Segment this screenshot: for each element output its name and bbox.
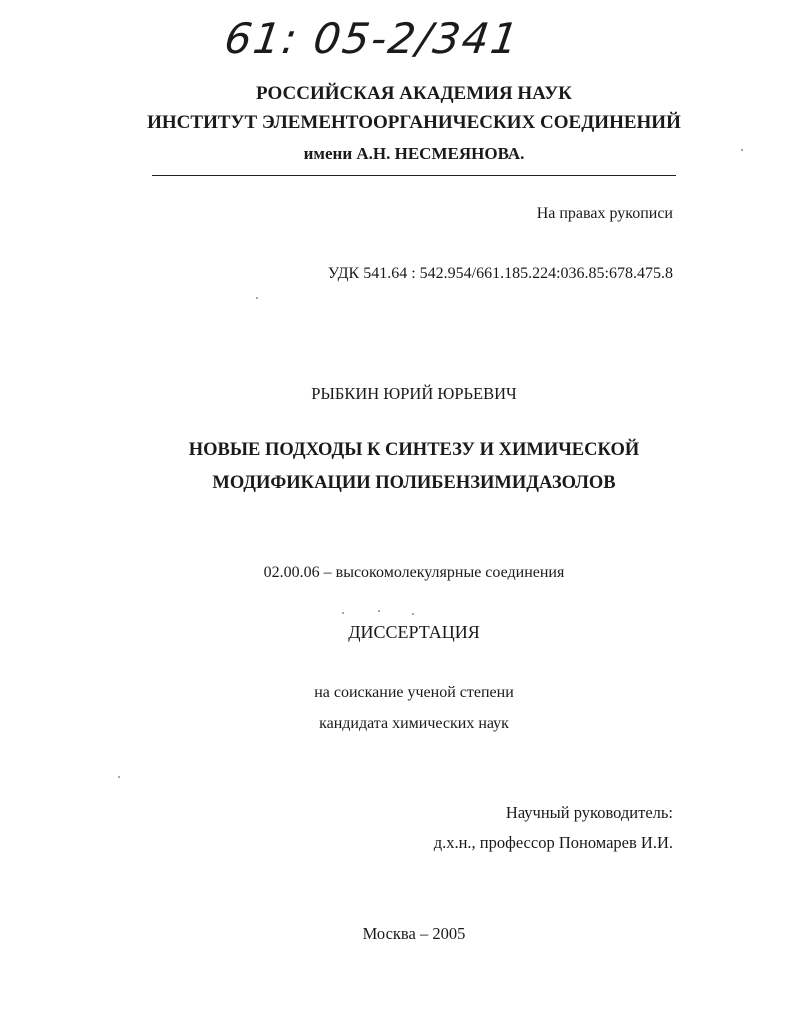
institute-name: ИНСТИТУТ ЭЛЕМЕНТООРГАНИЧЕСКИХ СОЕДИНЕНИЙ bbox=[147, 112, 681, 133]
academy-name: РОССИЙСКАЯ АКАДЕМИЯ НАУК bbox=[256, 83, 572, 104]
document-type: ДИССЕРТАЦИЯ bbox=[348, 622, 480, 642]
dissertation-title-line-1: НОВЫЕ ПОДХОДЫ К СИНТЕЗУ И ХИМИЧЕСКОЙ bbox=[188, 440, 640, 460]
supervisor-name: д.х.н., профессор Пономарев И.И. bbox=[433, 833, 673, 852]
degree-line-2: кандидата химических наук bbox=[319, 715, 509, 732]
author-name: РЫБКИН ЮРИЙ ЮРЬЕВИЧ bbox=[311, 384, 517, 403]
scan-speck bbox=[412, 613, 414, 615]
scan-speck bbox=[378, 610, 380, 612]
institute-named-after: имени А.Н. НЕСМЕЯНОВА. bbox=[303, 144, 525, 163]
header-divider bbox=[152, 175, 676, 176]
degree-line-1: на соискание ученой степени bbox=[314, 684, 514, 701]
scan-speck bbox=[741, 149, 743, 151]
scan-speck bbox=[256, 297, 258, 299]
scan-speck bbox=[342, 612, 344, 614]
city-year: Москва – 2005 bbox=[362, 924, 466, 943]
dissertation-title-line-2: МОДИФИКАЦИИ ПОЛИБЕНЗИМИДАЗОЛОВ bbox=[212, 473, 616, 493]
handwritten-archive-mark: 61: 05-2/341 bbox=[221, 14, 524, 63]
manuscript-rights: На правах рукописи bbox=[536, 205, 673, 222]
udk-code: УДК 541.64 : 542.954/661.185.224:036.85:678.475.8 bbox=[327, 265, 673, 282]
supervisor-label: Научный руководитель: bbox=[505, 803, 673, 822]
specialty-code: 02.00.06 – высокомолекулярные соединения bbox=[263, 564, 565, 581]
scan-speck bbox=[118, 776, 120, 778]
